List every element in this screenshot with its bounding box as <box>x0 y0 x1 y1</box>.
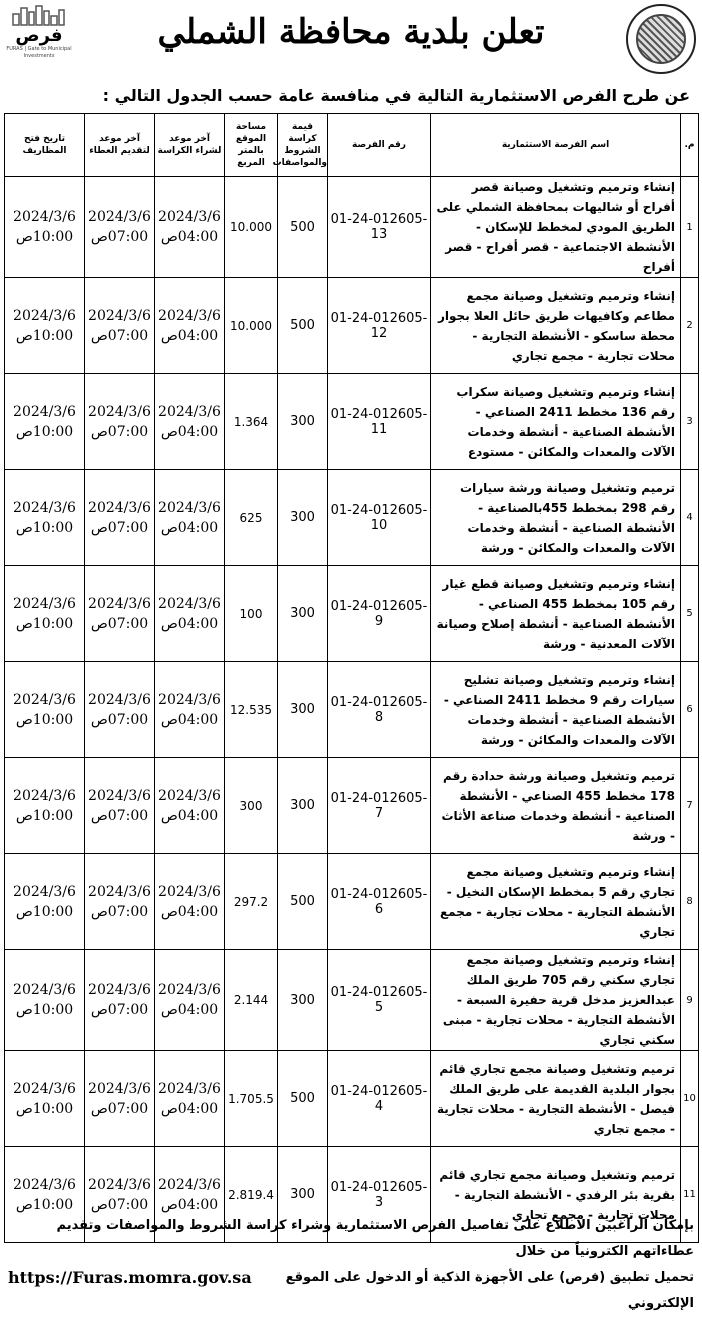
opening-date-date: 2024/3/6 <box>13 1176 76 1193</box>
opening-date <box>5 950 85 1051</box>
opening-date-time: 10:00ص <box>15 519 74 536</box>
opening-date-date: 2024/3/6 <box>13 403 76 420</box>
skyline-icon <box>9 4 69 26</box>
opening-date <box>5 854 85 950</box>
submit-deadline-date: 2024/3/6 <box>88 691 151 708</box>
row-number: 2 <box>681 278 699 374</box>
row-number: 4 <box>681 470 699 566</box>
submit-deadline-time: 07:00ص <box>90 229 149 245</box>
site-area: 1.364 <box>225 374 278 470</box>
opening-date-date: 2024/3/6 <box>13 982 76 998</box>
row-number: 10 <box>681 1051 699 1147</box>
opening-date <box>5 177 85 278</box>
header-submit-deadline: آخر موعد لتقديم العطاء <box>85 114 155 177</box>
logo-wordmark: فرص <box>15 25 63 46</box>
opening-date-date: 2024/3/6 <box>13 499 76 516</box>
submit-deadline <box>85 470 155 566</box>
page-title: تعلن بلدية محافظة الشملي <box>157 12 545 52</box>
submit-deadline <box>85 854 155 950</box>
buy-deadline-date: 2024/3/6 <box>158 307 221 324</box>
footer-note <box>8 1213 694 1317</box>
opening-date-time: 10:00ص <box>15 1002 74 1018</box>
buy-deadline-date: 2024/3/6 <box>158 1176 221 1193</box>
site-area: 2.819.4 <box>225 1147 278 1243</box>
booklet-price: 300 <box>278 662 328 758</box>
submit-deadline-date: 2024/3/6 <box>88 982 151 998</box>
submit-deadline-date: 2024/3/6 <box>88 1176 151 1193</box>
opportunity-code: 01-24-012605-7 <box>328 758 431 854</box>
site-area: 100 <box>225 566 278 662</box>
submit-deadline-date: 2024/3/6 <box>88 403 151 420</box>
booklet-price: 300 <box>278 566 328 662</box>
buy-deadline <box>155 177 225 278</box>
opening-date-date: 2024/3/6 <box>13 209 76 225</box>
opening-date <box>5 374 85 470</box>
table-row <box>5 662 699 758</box>
submit-deadline <box>85 374 155 470</box>
table-row <box>5 1051 699 1147</box>
opportunity-code: 01-24-012605-9 <box>328 566 431 662</box>
opening-date-date: 2024/3/6 <box>13 883 76 900</box>
submit-deadline-date: 2024/3/6 <box>88 1080 151 1097</box>
opportunity-name: ترميم وتشغيل وصيانة ورشة سيارات رقم 298 بمخطط 455بالصناعية - الأنشطة الصناعية - أنشطة وخدمات الآلات والمعدات والمكائن - ورشة <box>431 470 681 566</box>
buy-deadline <box>155 374 225 470</box>
opening-date-time: 10:00ص <box>15 615 74 632</box>
header-code: رقم الفرصة <box>328 114 431 177</box>
site-area: 625 <box>225 470 278 566</box>
site-area: 10.000 <box>225 177 278 278</box>
buy-deadline <box>155 278 225 374</box>
opportunity-name: إنشاء وترميم وتشغيل وصيانة مجمع تجاري رقم 5 بمخطط الإسكان النخيل - الأنشطة التجارية - محلات تجارية - مجمع تجاري <box>431 854 681 950</box>
table-header-row <box>5 114 699 177</box>
submit-deadline-time: 07:00ص <box>90 1196 149 1213</box>
table-row <box>5 177 699 278</box>
buy-deadline <box>155 758 225 854</box>
booklet-price: 500 <box>278 177 328 278</box>
submit-deadline-time: 07:00ص <box>90 1002 149 1018</box>
buy-deadline-date: 2024/3/6 <box>158 691 221 708</box>
opening-date <box>5 1051 85 1147</box>
booklet-price: 500 <box>278 854 328 950</box>
opportunity-name: ترميم وتشغيل وصيانة مجمع تجاري قائم بجوار البلدية القديمة على طريق الملك فيصل - الأنشطة التجارية - محلات تجارية - مجمع تجاري <box>431 1051 681 1147</box>
buy-deadline-time: 04:00ص <box>160 327 219 344</box>
buy-deadline <box>155 662 225 758</box>
opening-date-time: 10:00ص <box>15 423 74 440</box>
booklet-price: 300 <box>278 470 328 566</box>
buy-deadline <box>155 470 225 566</box>
opportunity-code: 01-24-012605-3 <box>328 1147 431 1243</box>
header-area: مساحة الموقع بالمتر المربع <box>225 114 278 177</box>
buy-deadline-date: 2024/3/6 <box>158 883 221 900</box>
submit-deadline-time: 07:00ص <box>90 327 149 344</box>
buy-deadline <box>155 1051 225 1147</box>
footer-line-2-wrap <box>8 1265 694 1317</box>
buy-deadline-time: 04:00ص <box>160 1100 219 1117</box>
header-price: قيمة كراسة الشروط والمواصفات <box>278 114 328 177</box>
opportunity-name: إنشاء وترميم وتشغيل وصيانة تشليح سيارات رقم 9 مخطط 2411 الصناعي - الأنشطة الصناعية - أنشطة وخدمات الآلات والمعدات والمكائن - ورشة <box>431 662 681 758</box>
table-row <box>5 758 699 854</box>
opportunity-code: 01-24-012605-8 <box>328 662 431 758</box>
footer-line-1: بإمكان الراغبين الاطلاع على تفاصيل الفرص الاستثمارية وشراء كراسة الشروط والمواصفات وتقديم عطاءاتهم الكترونياً من خلال <box>56 1218 694 1259</box>
opening-date-time: 10:00ص <box>15 229 74 245</box>
opportunity-name: إنشاء وترميم وتشغيل وصيانة مجمع تجاري سكني رقم 705 طريق الملك عبدالعزيز مدخل قرية حفيرة السبعة - الأنشطة التجارية - محلات تجارية - مبنى سكني تجاري <box>431 950 681 1051</box>
opening-date-date: 2024/3/6 <box>13 787 76 804</box>
opening-date <box>5 662 85 758</box>
booklet-price: 300 <box>278 1147 328 1243</box>
table-row <box>5 854 699 950</box>
opportunity-code: 01-24-012605-13 <box>328 177 431 278</box>
submit-deadline <box>85 566 155 662</box>
opportunity-name: إنشاء وترميم وتشغيل وصيانة قصر أفراح أو شاليهات بمحافظة الشملي على الطريق المودي لمخطط للإسكان - الأنشطة الاجتماعية - قصر أفراح - قصر أفراح <box>431 177 681 278</box>
buy-deadline-date: 2024/3/6 <box>158 403 221 420</box>
opportunity-code: 01-24-012605-6 <box>328 854 431 950</box>
buy-deadline <box>155 950 225 1051</box>
opportunity-code: 01-24-012605-4 <box>328 1051 431 1147</box>
buy-deadline-time: 04:00ص <box>160 711 219 728</box>
row-number: 5 <box>681 566 699 662</box>
opening-date-time: 10:00ص <box>15 327 74 344</box>
submit-deadline-time: 07:00ص <box>90 615 149 632</box>
header <box>0 0 702 82</box>
submit-deadline-time: 07:00ص <box>90 903 149 920</box>
buy-deadline-time: 04:00ص <box>160 519 219 536</box>
table-row <box>5 470 699 566</box>
header-opening-date: تاريخ فتح المظاريف <box>5 114 85 177</box>
row-number: 7 <box>681 758 699 854</box>
booklet-price: 300 <box>278 758 328 854</box>
opportunity-code: 01-24-012605-11 <box>328 374 431 470</box>
opening-date <box>5 278 85 374</box>
buy-deadline-time: 04:00ص <box>160 1002 219 1018</box>
header-num: م. <box>681 114 699 177</box>
buy-deadline-time: 04:00ص <box>160 1196 219 1213</box>
page-subtitle: عن طرح الفرص الاستثمارية التالية في منافسة عامة حسب الجدول التالي : <box>102 86 690 105</box>
submit-deadline-date: 2024/3/6 <box>88 787 151 804</box>
submit-deadline <box>85 758 155 854</box>
opening-date-time: 10:00ص <box>15 711 74 728</box>
buy-deadline <box>155 854 225 950</box>
buy-deadline-time: 04:00ص <box>160 615 219 632</box>
submit-deadline <box>85 950 155 1051</box>
buy-deadline-date: 2024/3/6 <box>158 787 221 804</box>
booklet-price: 300 <box>278 374 328 470</box>
submit-deadline-date: 2024/3/6 <box>88 595 151 612</box>
opening-date <box>5 566 85 662</box>
booklet-price: 500 <box>278 278 328 374</box>
buy-deadline-date: 2024/3/6 <box>158 595 221 612</box>
table-row <box>5 950 699 1051</box>
opening-date-time: 10:00ص <box>15 807 74 824</box>
opening-date-time: 10:00ص <box>15 1196 74 1213</box>
opportunity-name: ترميم وتشغيل وصيانة مجمع تجاري قائم بقرية بئر الرفدي - الأنشطة التجارية - محلات تجارية - مجمع تجاري <box>431 1147 681 1243</box>
opening-date <box>5 470 85 566</box>
opportunity-name: إنشاء وترميم وتشغيل وصيانة سكراب رقم 136 مخطط 2411 الصناعي - الأنشطة الصناعية - أنشطة وخدمات الآلات والمعدات والمكائن - مستودع <box>431 374 681 470</box>
submit-deadline-date: 2024/3/6 <box>88 499 151 516</box>
site-area: 10.000 <box>225 278 278 374</box>
opening-date-date: 2024/3/6 <box>13 595 76 612</box>
opportunity-name: إنشاء وترميم وتشغيل وصيانة مجمع مطاعم وكافيهات طريق حائل العلا بجوار محطة ساسكو - الأنشطة التجارية - محلات تجارية - مجمع تجاري <box>431 278 681 374</box>
site-area: 2.144 <box>225 950 278 1051</box>
opening-date <box>5 758 85 854</box>
table-row <box>5 374 699 470</box>
opening-date-date: 2024/3/6 <box>13 691 76 708</box>
header-buy-deadline: آخر موعد لشراء الكراسة <box>155 114 225 177</box>
submit-deadline-date: 2024/3/6 <box>88 883 151 900</box>
site-area: 300 <box>225 758 278 854</box>
submit-deadline-time: 07:00ص <box>90 807 149 824</box>
buy-deadline-time: 04:00ص <box>160 229 219 245</box>
header-name: اسم الفرصة الاستثمارية <box>431 114 681 177</box>
submit-deadline <box>85 278 155 374</box>
submit-deadline-date: 2024/3/6 <box>88 209 151 225</box>
site-area: 12.535 <box>225 662 278 758</box>
buy-deadline <box>155 566 225 662</box>
row-number: 6 <box>681 662 699 758</box>
booklet-price: 500 <box>278 1051 328 1147</box>
buy-deadline-date: 2024/3/6 <box>158 209 221 225</box>
submit-deadline <box>85 177 155 278</box>
buy-deadline-time: 04:00ص <box>160 423 219 440</box>
opportunity-name: ترميم وتشغيل وصيانة ورشة حدادة رقم 178 مخطط 455 الصناعي - الأنشطة الصناعية - أنشطة وخدمات صناعة الأثاث - ورشة <box>431 758 681 854</box>
submit-deadline-date: 2024/3/6 <box>88 307 151 324</box>
opportunity-code: 01-24-012605-10 <box>328 470 431 566</box>
buy-deadline-time: 04:00ص <box>160 903 219 920</box>
buy-deadline-date: 2024/3/6 <box>158 982 221 998</box>
submit-deadline <box>85 1051 155 1147</box>
buy-deadline-date: 2024/3/6 <box>158 499 221 516</box>
buy-deadline-date: 2024/3/6 <box>158 1080 221 1097</box>
opportunity-code: 01-24-012605-12 <box>328 278 431 374</box>
opening-date-date: 2024/3/6 <box>13 307 76 324</box>
submit-deadline-time: 07:00ص <box>90 711 149 728</box>
opportunity-code: 01-24-012605-5 <box>328 950 431 1051</box>
website-link[interactable]: https://Furas.momra.gov.sa <box>8 1268 252 1287</box>
row-number: 8 <box>681 854 699 950</box>
logo-tagline: FURAS | Gate to Municipal Investments <box>6 46 72 59</box>
row-number: 9 <box>681 950 699 1051</box>
opening-date-time: 10:00ص <box>15 903 74 920</box>
opening-date-date: 2024/3/6 <box>13 1080 76 1097</box>
municipality-seal-icon <box>626 4 696 74</box>
submit-deadline-time: 07:00ص <box>90 1100 149 1117</box>
opening-date-time: 10:00ص <box>15 1100 74 1117</box>
opportunity-name: إنشاء وترميم وتشغيل وصيانة قطع غيار رقم 105 بمخطط 455 الصناعي - الأنشطة الصناعية - أنشطة إصلاح وصيانة الآلات المعدنية - ورشة <box>431 566 681 662</box>
site-area: 1.705.5 <box>225 1051 278 1147</box>
booklet-price: 300 <box>278 950 328 1051</box>
table-row <box>5 278 699 374</box>
buy-deadline-time: 04:00ص <box>160 807 219 824</box>
opportunities-table <box>4 113 699 1243</box>
submit-deadline <box>85 662 155 758</box>
row-number: 1 <box>681 177 699 278</box>
table-row <box>5 566 699 662</box>
submit-deadline-time: 07:00ص <box>90 423 149 440</box>
row-number: 3 <box>681 374 699 470</box>
furas-logo <box>6 4 72 70</box>
footer-line-2: تحميل تطبيق (فرص) على الأجهزة الذكية أو الدخول على الموقع الإلكتروني <box>285 1270 694 1311</box>
submit-deadline-time: 07:00ص <box>90 519 149 536</box>
row-number: 11 <box>681 1147 699 1243</box>
site-area: 297.2 <box>225 854 278 950</box>
